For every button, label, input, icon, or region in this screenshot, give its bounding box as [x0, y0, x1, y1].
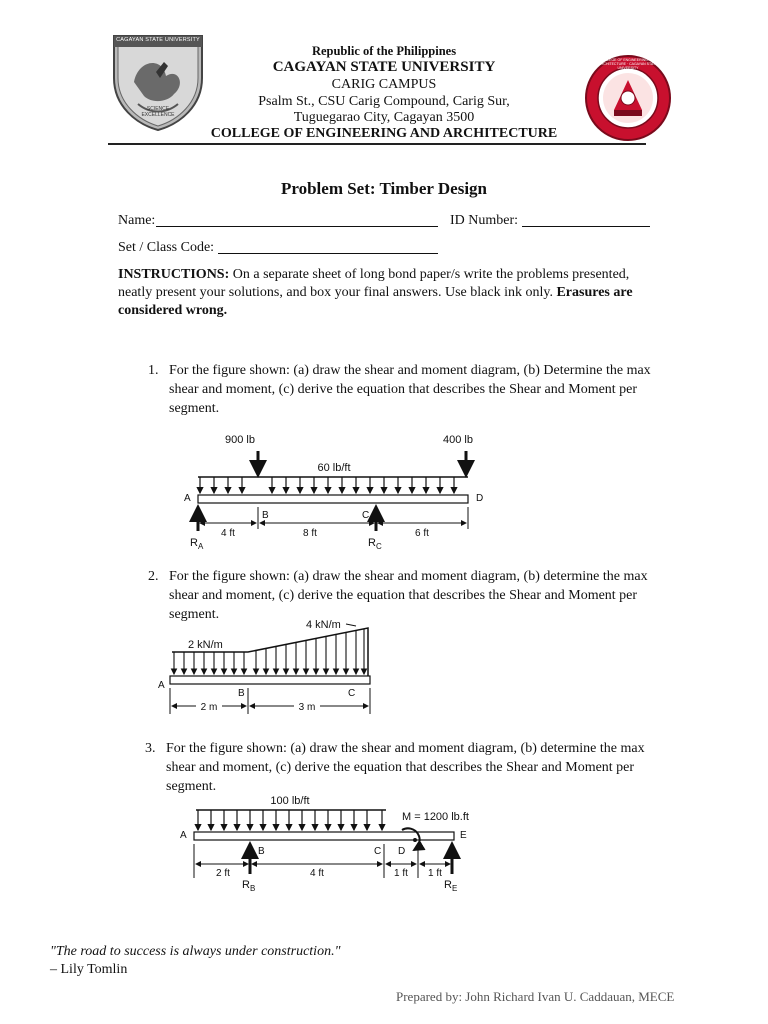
point-b: B — [238, 688, 245, 699]
reaction-a-label: $R_A$ — [190, 537, 204, 551]
problem-1-beam-diagram — [170, 425, 500, 555]
point-a: A — [180, 830, 187, 841]
problem-1-number: 1. — [148, 363, 159, 378]
point-a: A — [184, 493, 191, 504]
udl-label: 60 lb/ft — [317, 462, 351, 474]
dim-6ft-label: 6 ft — [415, 528, 429, 539]
left-logo-top-text: CAGAYAN STATE UNIVERSITY — [116, 37, 200, 43]
left-logo — [108, 32, 208, 132]
load-outline — [172, 628, 368, 676]
point-c: C — [362, 510, 370, 521]
header-campus: CARIG CAMPUS — [331, 77, 437, 92]
dim-2m-label: 2 m — [200, 702, 218, 713]
header-divider — [108, 143, 646, 145]
dim-4ft-label: 4 ft — [310, 868, 324, 879]
right-logo-text: COLLEGE OF ENGINEERING AND ARCHITECTURE · CAGAYAN STATE UNIVERSITY — [598, 58, 658, 70]
load-400-label: 400 lb — [443, 434, 473, 446]
reaction-e-label: $R_E$ — [444, 879, 458, 893]
dim-8ft-label: 8 ft — [303, 528, 317, 539]
problem-2-beam-diagram — [150, 612, 390, 722]
problem-2-text: For the figure shown: (a) draw the shear and moment diagram, (b) determine the max shear and moment, (c) derive the equation that describes the Shear and Moment per segment. — [169, 569, 648, 622]
instructions-warning: Erasures are considered wrong. — [118, 285, 633, 318]
moment-label: M = 1200 lb.ft — [402, 811, 469, 823]
dim-1ft-b-label: 1 ft — [428, 868, 442, 879]
beam-2 — [170, 676, 370, 684]
problem-3-number: 3. — [145, 741, 156, 756]
reaction-c-label: $R_C$ — [368, 537, 382, 551]
point-d: D — [398, 846, 406, 857]
instructions-label: INSTRUCTIONS: — [118, 267, 230, 282]
dim-2ft-label: 2 ft — [216, 868, 230, 879]
right-logo — [584, 54, 672, 142]
dim-3m-label: 3 m — [298, 702, 316, 713]
problem-3-text: For the figure shown: (a) draw the shear and moment diagram, (b) determine the max shear and moment, (c) derive the equation that describes the Shear and Moment per segment. — [166, 741, 645, 794]
problem-1-text: For the figure shown: (a) draw the shear and moment diagram, (b) Determine the max shear and moment, (c) derive the equation that describes the Shear and Moment per segment. — [169, 363, 651, 416]
point-c: C — [348, 688, 356, 699]
left-logo-bottom-text: SCIENCE EXCELLENCE — [141, 106, 175, 118]
set-field-label: Set / Class Code: — [118, 240, 215, 255]
reaction-b-label: $R_B$ — [242, 879, 256, 893]
beam-1 — [198, 495, 468, 503]
header-university: CAGAYAN STATE UNIVERSITY — [272, 59, 496, 75]
page-title: Problem Set: Timber Design — [280, 179, 488, 198]
w1-label: 2 kN/m — [188, 639, 223, 651]
header-address-2: Tuguegarao City, Cagayan 3500 — [293, 110, 475, 125]
load-900-label: 900 lb — [225, 434, 255, 446]
point-b: B — [262, 510, 269, 521]
dim-4ft-label: 4 ft — [221, 528, 235, 539]
header-line-1: Republic of the Philippines — [311, 44, 457, 58]
point-d: D — [476, 493, 484, 504]
point-e: E — [460, 830, 467, 841]
udl-arrows — [198, 810, 382, 830]
id-field-line[interactable] — [522, 226, 650, 227]
set-field-line[interactable] — [218, 253, 438, 254]
dim-1ft-a-label: 1 ft — [394, 868, 408, 879]
instructions — [118, 266, 658, 320]
prepared-by: Prepared by: John Richard Ivan U. Caddauan, MECE — [396, 989, 675, 1004]
w2-label: 4 kN/m — [306, 619, 341, 631]
point-c: C — [374, 846, 382, 857]
id-field-label: ID Number: — [450, 213, 519, 228]
point-a: A — [158, 680, 165, 691]
header-college: COLLEGE OF ENGINEERING AND ARCHITECTURE — [210, 126, 558, 141]
name-field-label: Name: — [118, 213, 156, 228]
header-address-1: Psalm St., CSU Carig Compound, Carig Sur, — [258, 94, 510, 109]
quote-text: "The road to success is always under construction." — [50, 944, 341, 959]
problem-2-number: 2. — [148, 569, 159, 584]
instructions-text: On a separate sheet of long bond paper/s write the problems presented, neatly present your solutions, and box your final answers. Use black ink only. — [118, 267, 630, 300]
problem-3-beam-diagram — [170, 790, 490, 898]
udl-arrows — [200, 477, 454, 493]
udl-label: 100 lb/ft — [270, 795, 310, 807]
name-field-line[interactable] — [156, 226, 438, 227]
quote-author: – Lily Tomlin — [50, 962, 128, 977]
point-b: B — [258, 846, 265, 857]
